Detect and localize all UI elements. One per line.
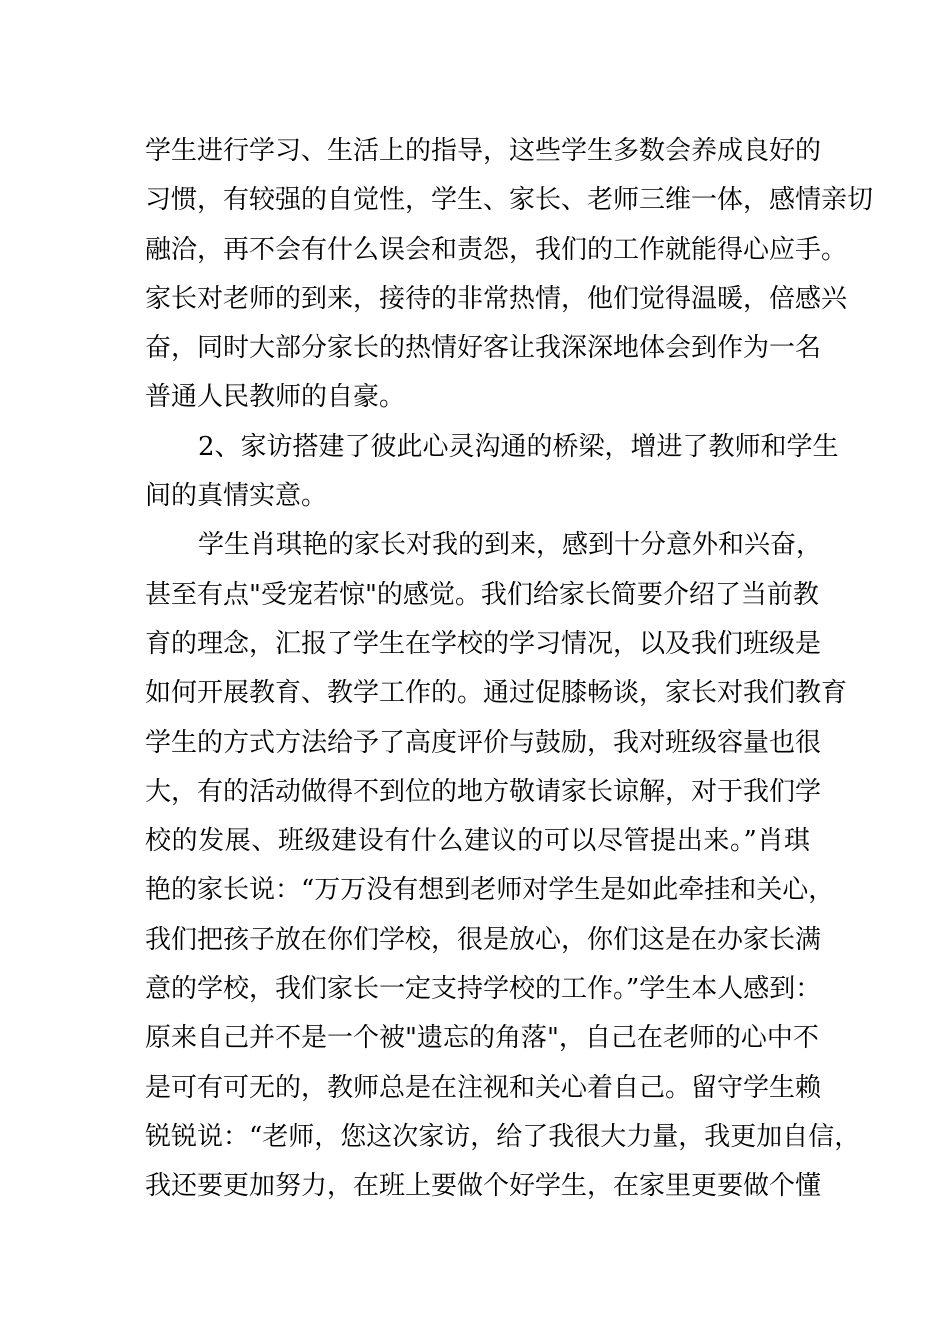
text-line: 意的学校，我们家长一定支持学校的工作。”学生本人感到： (145, 974, 822, 1005)
text-line: 家长对老师的到来，接待的非常热情，他们觉得温暖，倍感兴 (145, 283, 848, 314)
text-line: 奋，同时大部分家长的热情好客让我深深地体会到作为一名 (145, 333, 822, 364)
text-line: 艳的家长说：“万万没有想到老师对学生是如此牵挂和关心， (145, 875, 835, 906)
text-line: 我们把孩子放在你们学校，很是放心，你们这是在办家长满 (145, 924, 822, 955)
text-line: 普通人民教师的自豪。 (145, 382, 406, 413)
text-line: 校的发展、班级建设有什么建议的可以尽管提出来。”肖琪 (145, 826, 810, 857)
text-line: 我还要更加努力，在班上要做个好学生，在家里更要做个懂 (145, 1171, 822, 1202)
text-line: 融洽，再不会有什么误会和责怨，我们的工作就能得心应手。 (145, 234, 848, 265)
text-line: 是可有可无的，教师总是在注视和关心着自己。留守学生赖 (145, 1072, 822, 1103)
text-line: 2、家访搭建了彼此心灵沟通的桥梁，增进了教师和学生 (198, 431, 839, 462)
text-line: 学生的方式方法给予了高度评价与鼓励，我对班级容量也很 (145, 727, 822, 758)
text-line: 学生肖琪艳的家长对我的到来，感到十分意外和兴奋， (198, 530, 823, 561)
text-line: 锐锐说：“老师，您这次家访，给了我很大力量，我更加自信， (145, 1121, 861, 1152)
text-line: 大，有的活动做得不到位的地方敬请家长谅解，对于我们学 (145, 776, 822, 807)
text-line: 育的理念，汇报了学生在学校的学习情况，以及我们班级是 (145, 628, 822, 659)
text-line: 原来自己并不是一个被"遗忘的角落"，自己在老师的心中不 (145, 1023, 819, 1054)
body-text (145, 127, 874, 1212)
text-line: 学生进行学习、生活上的指导，这些学生多数会养成良好的 (145, 136, 822, 166)
text-line: 间的真情实意。 (145, 481, 328, 512)
text-line: 习惯，有较强的自觉性，学生、家长、老师三维一体，感情亲切 (145, 185, 874, 216)
text-line: 甚至有点"受宠若惊"的感觉。我们给家长简要介绍了当前教 (145, 579, 819, 610)
text-line: 如何开展教育、教学工作的。通过促膝畅谈，家长对我们教育 (145, 678, 848, 709)
